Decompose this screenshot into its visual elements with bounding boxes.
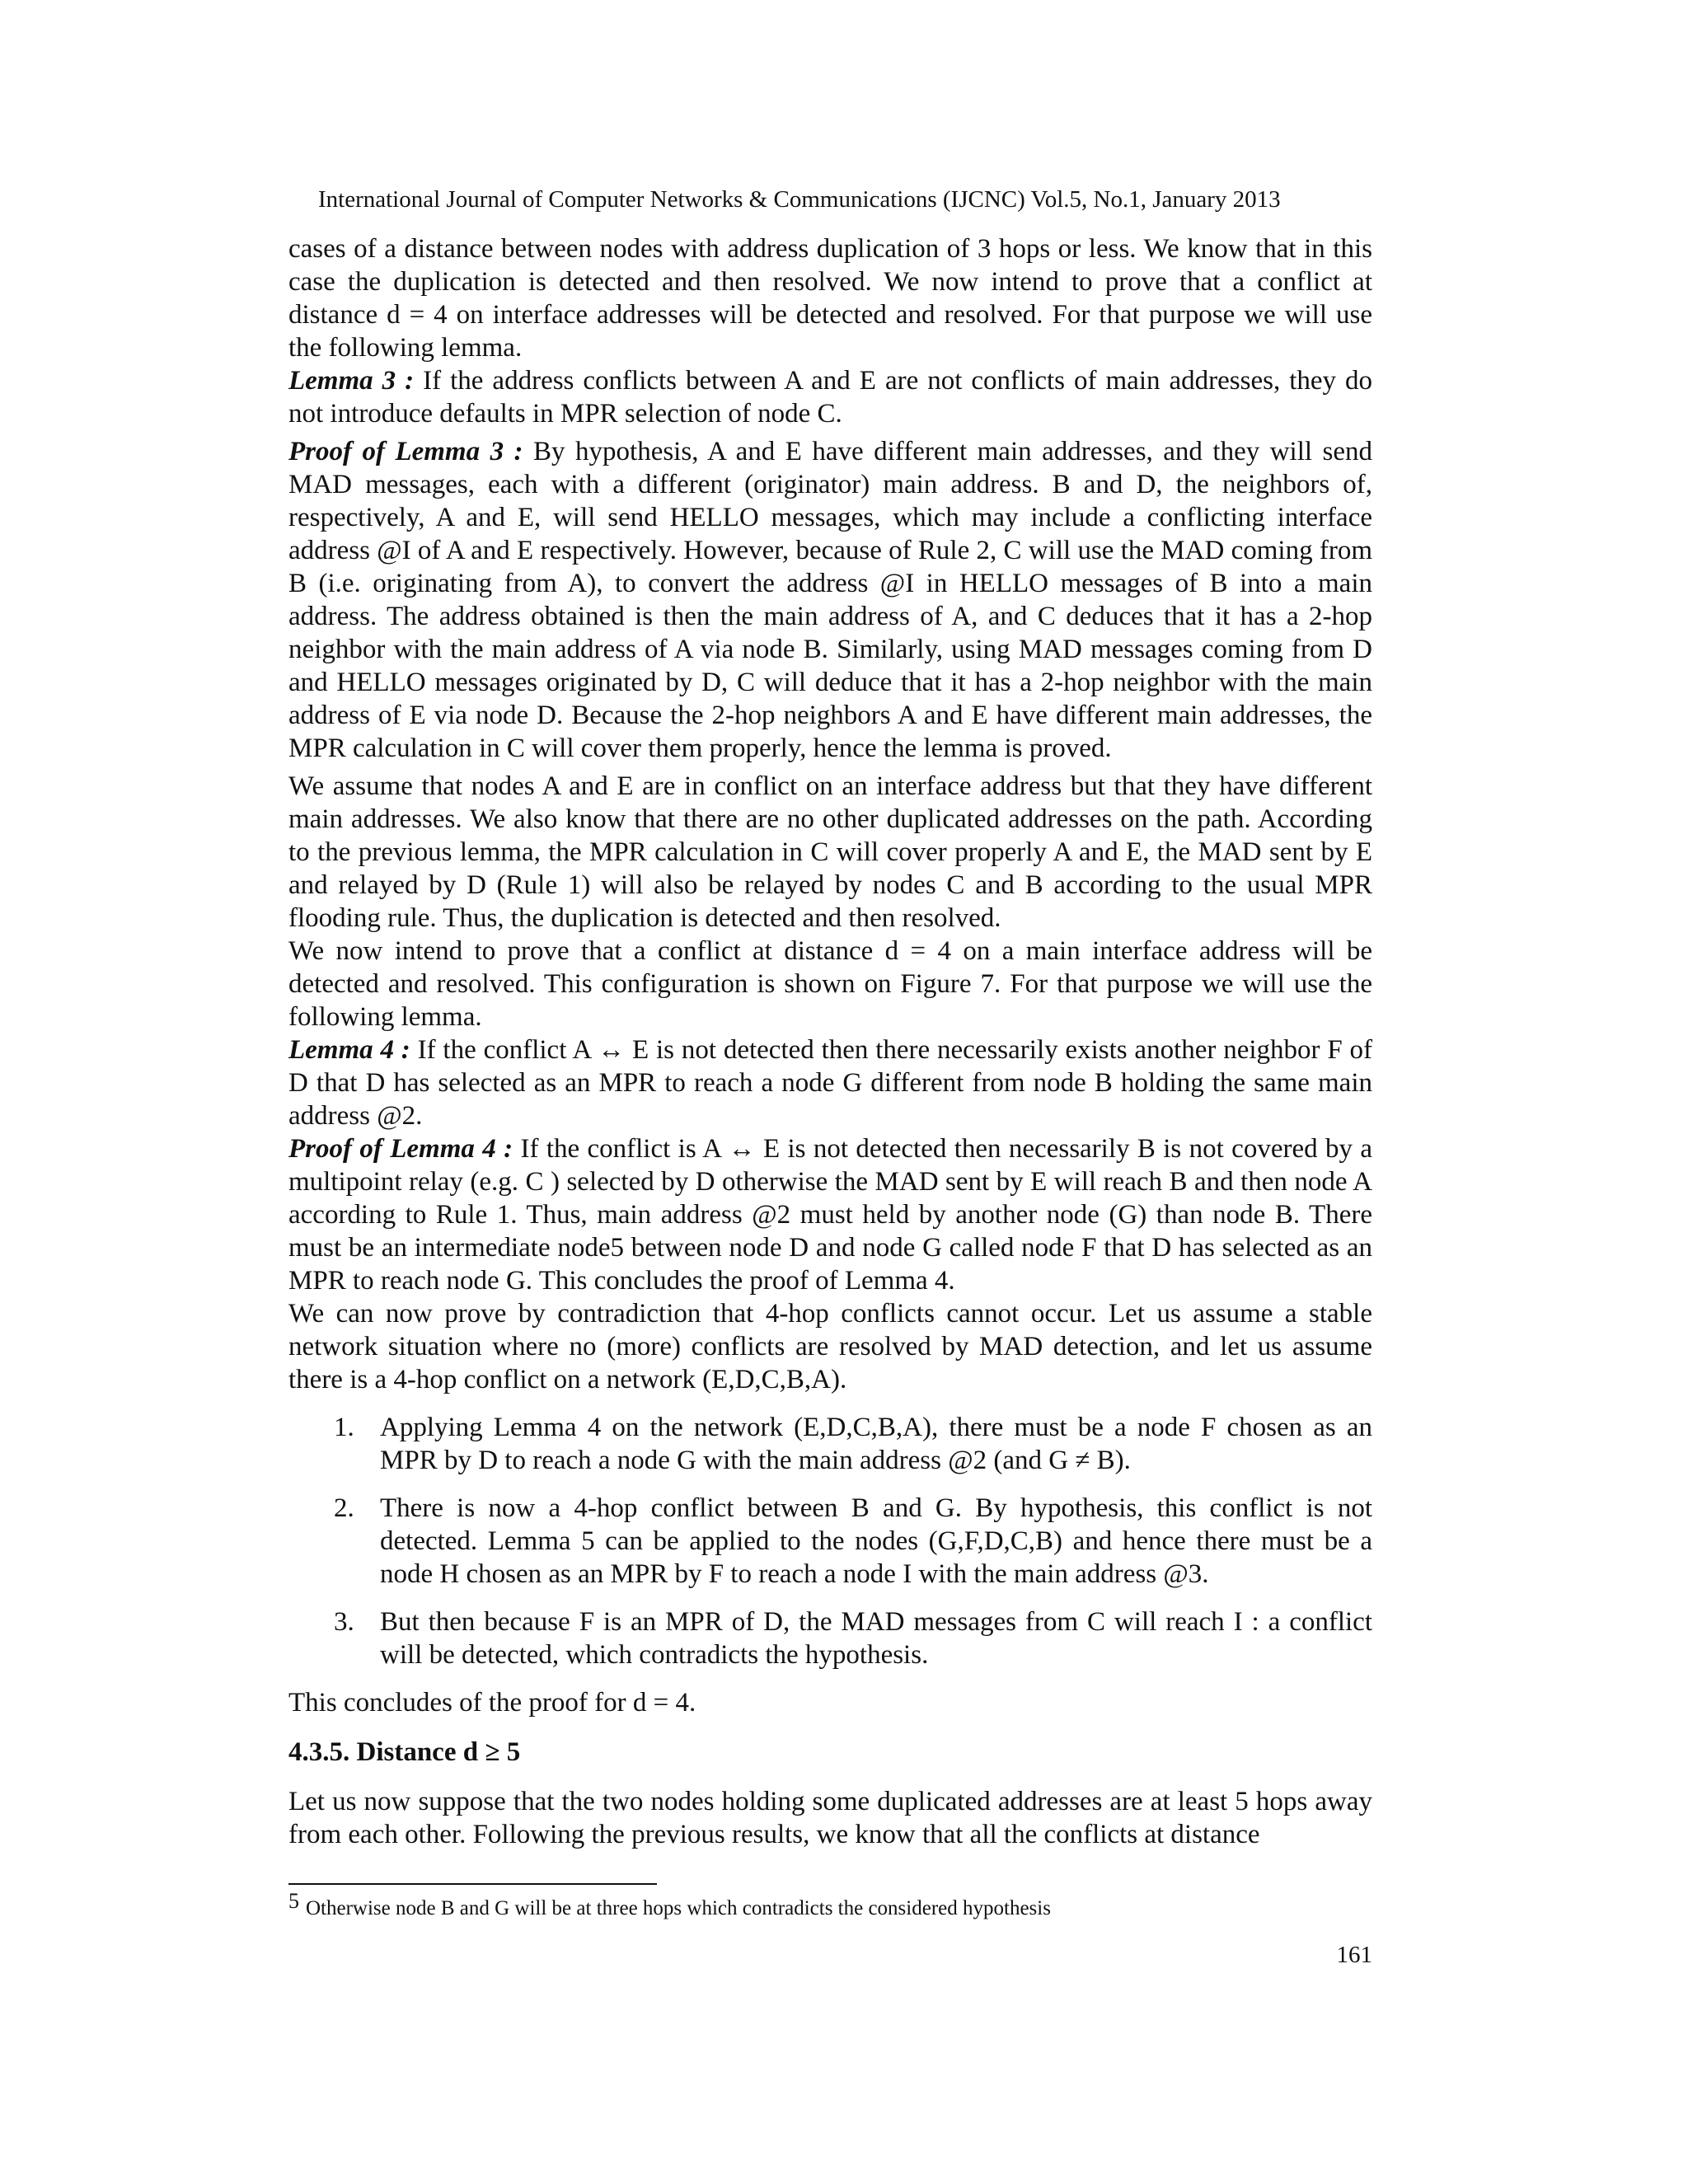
step-text: Applying Lemma 4 on the network (E,D,C,B,A), there must be a node F chosen as an MPR by D to reach a node G with the main address @2 (and G ≠ B). bbox=[380, 1413, 1372, 1475]
proof-step bbox=[288, 1492, 1372, 1591]
proof-step bbox=[288, 1411, 1372, 1477]
lemma-4-label: Lemma 4 : bbox=[288, 1035, 410, 1065]
section-heading: 4.3.5. Distance d ≥ 5 bbox=[288, 1737, 521, 1767]
footnote-text: Otherwise node B and G will be at three hops which contradicts the considered hypothesis bbox=[306, 1897, 1051, 1919]
running-header: International Journal of Computer Networks & Communications (IJCNC) Vol.5, No.1, January 2013 bbox=[318, 186, 1281, 213]
step-text: There is now a 4-hop conflict between B and G. By hypothesis, this conflict is not detected. Lemma 5 can be applied to the nodes (G,F,D,C,B) and hence there must be a node H chosen as an MPR by F to reach a node I with the main address @3. bbox=[380, 1493, 1372, 1589]
intro-paragraph: cases of a distance between nodes with address duplication of 3 hops or less. We know that in this case the duplication is detected and then resolved. We now intend to prove that a conflict at distance d = 4 on interface addresses will be detected and resolved. For that purpose we will use the following lemma. bbox=[288, 234, 1372, 363]
lemma-4 bbox=[288, 1033, 1372, 1132]
proof-step bbox=[288, 1605, 1372, 1671]
lemma-3-label: Lemma 3 : bbox=[288, 366, 415, 396]
step-number: 2. bbox=[334, 1493, 354, 1523]
step-number: 1. bbox=[334, 1413, 354, 1442]
section-paragraph: Let us now suppose that the two nodes holding some duplicated addresses are at least 5 hops away from each other. Following the previous results, we know that all the conflicts at distance bbox=[288, 1787, 1372, 1849]
proof-lemma-3-label: Proof of Lemma 3 : bbox=[288, 437, 523, 466]
conclusion-paragraph: This concludes of the proof for d = 4. bbox=[288, 1688, 696, 1718]
proof-lemma-3 bbox=[288, 435, 1372, 765]
footnote bbox=[288, 1889, 1372, 1923]
proof-lemma-4 bbox=[288, 1132, 1372, 1297]
main-conflict-paragraph: We now intend to prove that a conflict at distance d = 4 on a main interface address will be detected and resolved. This configuration is shown on Figure 7. For that purpose we will use the following lemma. bbox=[288, 936, 1372, 1032]
step-text: But then because F is an MPR of D, the MAD messages from C will reach I : a conflict will be detected, which contradicts the hypothesis. bbox=[380, 1607, 1372, 1670]
step-number: 3. bbox=[334, 1607, 354, 1637]
footnote-rule bbox=[288, 1883, 657, 1885]
proof-lemma-4-label: Proof of Lemma 4 : bbox=[288, 1134, 513, 1164]
interface-conflict-paragraph: We assume that nodes A and E are in conflict on an interface address but that they have different main addresses. We also know that there are no other duplicated addresses on the path. According to the previous lemma, the MPR calculation in C will cover properly A and E, the MAD sent by E and relayed by D (Rule 1) will also be relayed by nodes C and B according to the usual MPR flooding rule. Thus, the duplication is detected and then resolved. bbox=[288, 771, 1372, 933]
page-number: 161 bbox=[1336, 1942, 1372, 1968]
contradiction-paragraph: We can now prove by contradiction that 4-hop conflicts cannot occur. Let us assume a stable network situation where no (more) conflicts are resolved by MAD detection, and let us assume there is a 4-hop conflict on a network (E,D,C,B,A). bbox=[288, 1299, 1372, 1394]
page-body bbox=[288, 232, 1372, 1851]
proof-lemma-3-text: By hypothesis, A and E have different main addresses, and they will send MAD messages, each with a different (originator) main address. B and D, the neighbors of, respectively, A and E, will send HELLO messages, which may include a conflicting interface address @I of A and E respectively. However, because of Rule 2, C will use the MAD coming from B (i.e. originating from A), to convert the address @I in HELLO messages of B into a main address. The address obtained is then the main address of A, and C deduces that it has a 2-hop neighbor with the main address of A via node B. Similarly, using MAD messages coming from D and HELLO messages originated by D, C will deduce that it has a 2-hop neighbor with the main address of E via node D. Because the 2-hop neighbors A and E have different main addresses, the MPR calculation in C will cover them properly, hence the lemma is proved. bbox=[288, 437, 1373, 763]
proof-lemma-4-text: If the conflict is A ↔ E is not detected then necessarily B is not covered by a multipoint relay (e.g. C ) selected by D otherwise the MAD sent by E will reach B and then node A according to Rule 1. Thus, main address @2 must held by another node (G) than node B. There must be an intermediate node5 between node D and node G called node F that D has selected as an MPR to reach node G. This concludes the proof of Lemma 4. bbox=[288, 1134, 1372, 1296]
lemma-3-text: If the address conflicts between A and E are not conflicts of main addresses, they do not introduce defaults in MPR selection of node C. bbox=[288, 366, 1373, 429]
lemma-4-text: If the conflict A ↔ E is not detected then there necessarily exists another neighbor F of D that D has selected as an MPR to reach a node G different from node B holding the same main address @2. bbox=[288, 1035, 1373, 1131]
footnote-number: 5 bbox=[288, 1889, 299, 1913]
lemma-3 bbox=[288, 364, 1372, 430]
proof-steps bbox=[288, 1411, 1372, 1671]
